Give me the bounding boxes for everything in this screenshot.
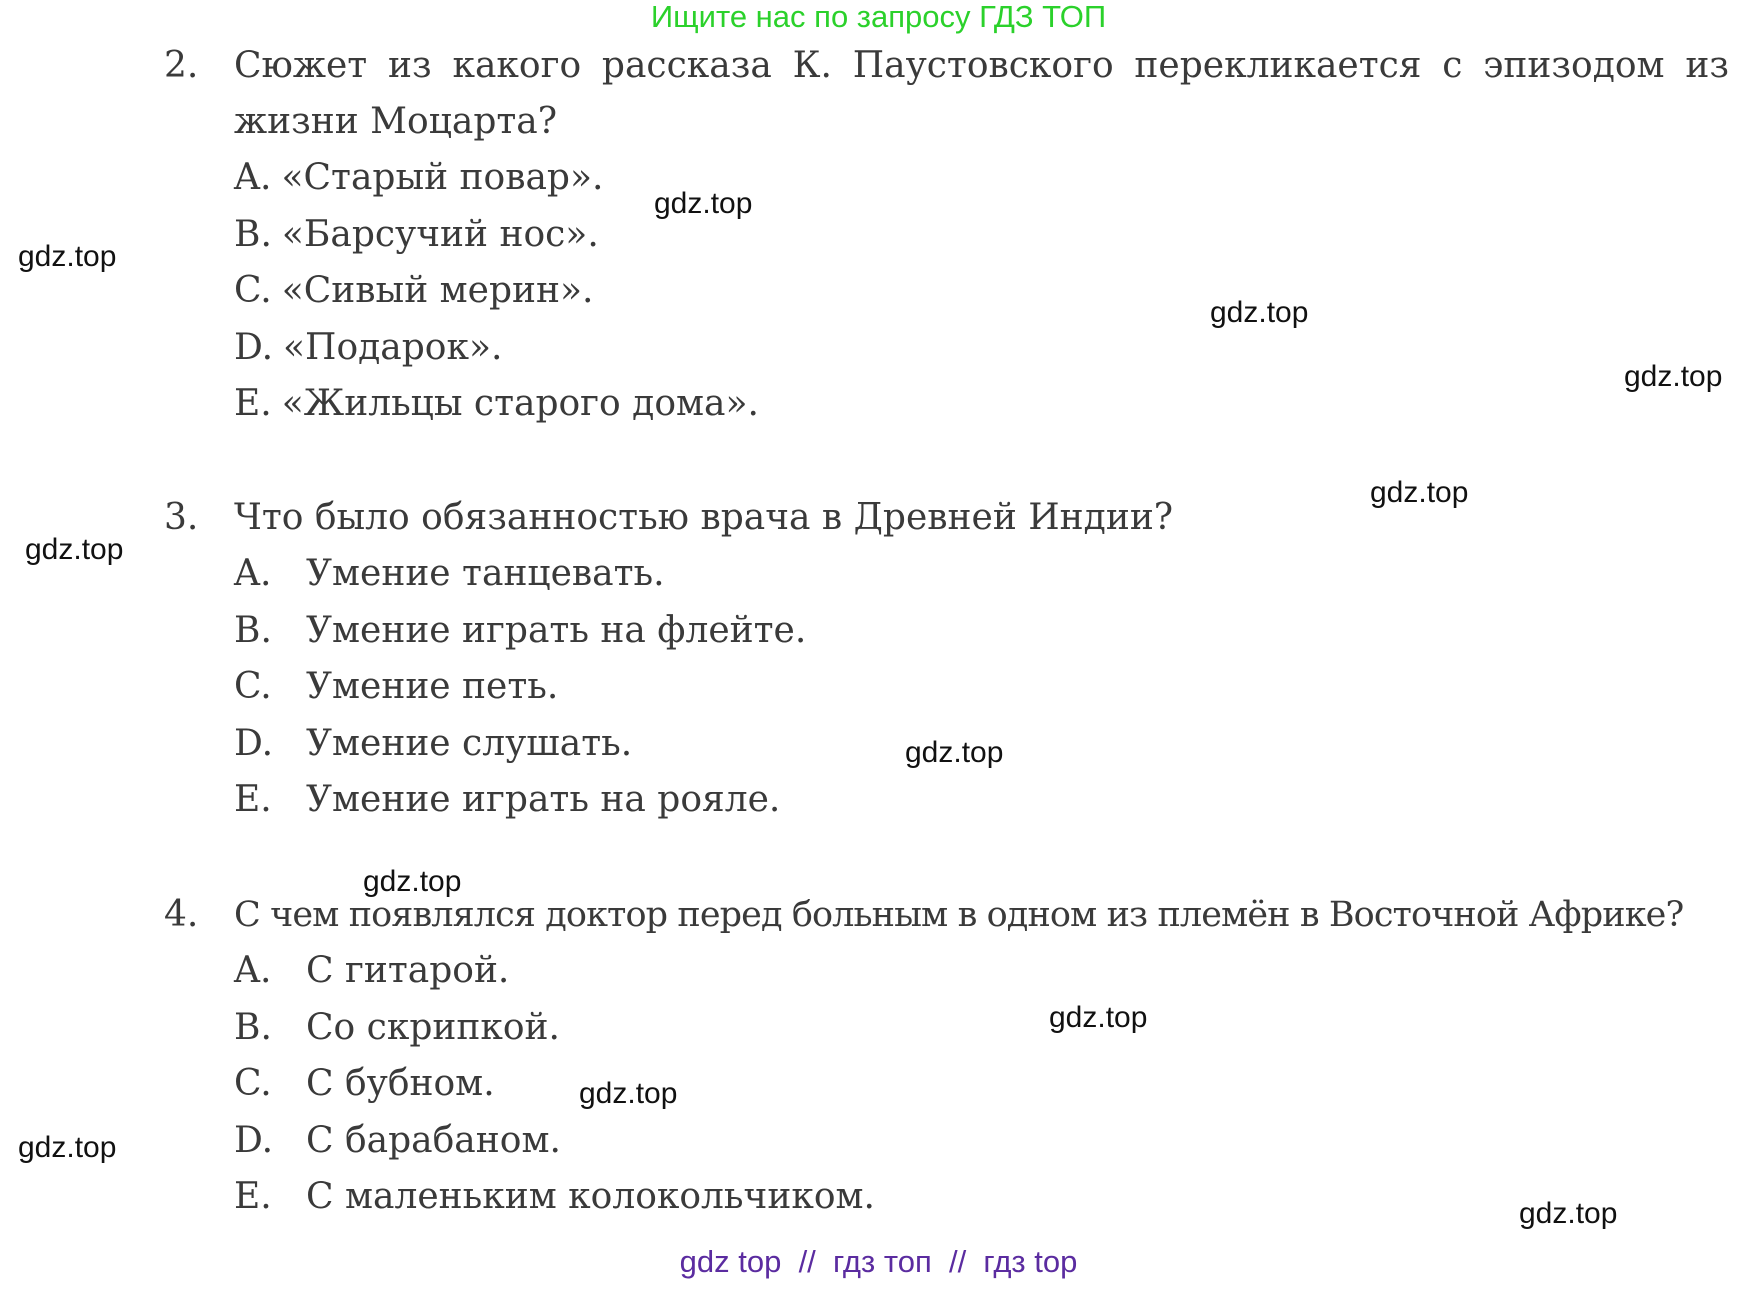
option-text: «Жильцы старого дома». bbox=[281, 383, 759, 424]
footer-links[interactable]: gdz top // гдз топ // гдз top bbox=[679, 1244, 1078, 1279]
option-letter: C. bbox=[234, 666, 272, 707]
option-letter: B. bbox=[234, 609, 272, 651]
option-text: С бубном. bbox=[306, 1063, 495, 1104]
answer-option-c bbox=[234, 263, 1729, 320]
option-letter: A. bbox=[234, 950, 272, 991]
answer-option-c bbox=[234, 659, 1729, 716]
watermark: gdz.top bbox=[1370, 476, 1469, 509]
answer-option-a bbox=[234, 943, 1729, 1000]
watermark: gdz.top bbox=[1049, 1001, 1148, 1034]
answer-option-a bbox=[234, 150, 1729, 207]
answer-option-b bbox=[234, 603, 1729, 660]
option-letter: C. bbox=[234, 1063, 272, 1104]
option-letter: A. bbox=[234, 553, 272, 594]
question-2 bbox=[164, 38, 1729, 433]
watermark: gdz.top bbox=[1210, 296, 1309, 329]
answer-option-c bbox=[234, 1056, 1729, 1113]
option-text: Умение танцевать. bbox=[306, 553, 665, 594]
option-letter: B. bbox=[234, 213, 272, 255]
watermark: gdz.top bbox=[25, 533, 124, 566]
promo-banner[interactable]: Ищите нас по запросу ГДЗ ТОП bbox=[650, 0, 1107, 34]
option-letter: E. bbox=[234, 779, 272, 820]
question-text: Что было обязанностью врача в Древней Индии? bbox=[234, 497, 1174, 538]
question-3 bbox=[164, 490, 1729, 829]
answer-options bbox=[164, 943, 1729, 1226]
watermark: gdz.top bbox=[1519, 1197, 1618, 1230]
option-text: Умение играть на рояле. bbox=[306, 779, 781, 820]
question-4 bbox=[164, 887, 1729, 1226]
question-3-prompt bbox=[164, 490, 1729, 546]
answer-option-a bbox=[234, 546, 1729, 603]
option-letter: C. bbox=[234, 270, 272, 311]
answer-option-d bbox=[234, 320, 1729, 377]
option-letter: D. bbox=[234, 326, 274, 368]
watermark: gdz.top bbox=[654, 187, 753, 220]
option-letter: E. bbox=[234, 1176, 272, 1217]
watermark: gdz.top bbox=[18, 240, 117, 273]
answer-option-b bbox=[234, 1000, 1729, 1057]
watermark: gdz.top bbox=[363, 865, 462, 898]
option-text: «Подарок». bbox=[283, 326, 503, 368]
watermark: gdz.top bbox=[1624, 360, 1723, 393]
option-text: С барабаном. bbox=[306, 1119, 561, 1161]
option-letter: E. bbox=[234, 383, 272, 424]
answer-option-b bbox=[234, 207, 1729, 264]
option-letter: A. bbox=[234, 157, 272, 198]
option-text: Со скрипкой. bbox=[306, 1006, 560, 1048]
option-text: «Барсучий нос». bbox=[281, 213, 599, 255]
option-text: «Старый повар». bbox=[281, 157, 604, 198]
answer-option-e bbox=[234, 376, 1729, 433]
option-text: Умение играть на флейте. bbox=[306, 609, 807, 651]
answer-options bbox=[164, 150, 1729, 433]
question-text: С чем появлялся доктор перед больным в одном из племён в Восточной Африке? bbox=[234, 895, 1684, 935]
option-letter: D. bbox=[234, 722, 274, 764]
question-number: 4. bbox=[164, 894, 199, 935]
watermark: gdz.top bbox=[579, 1077, 678, 1110]
question-text: Сюжет из какого рассказа К. Паустовского перекликается с эпизодом из жизни Моцарта? bbox=[234, 45, 1729, 142]
answer-option-e bbox=[234, 772, 1729, 829]
option-text: «Сивый мерин». bbox=[281, 270, 594, 311]
question-number: 3. bbox=[164, 497, 199, 538]
option-letter: D. bbox=[234, 1119, 274, 1161]
answer-options bbox=[164, 546, 1729, 829]
answer-option-e bbox=[234, 1169, 1729, 1226]
option-text: С маленьким колокольчиком. bbox=[306, 1176, 875, 1217]
option-text: Умение петь. bbox=[306, 666, 559, 707]
watermark: gdz.top bbox=[18, 1131, 117, 1164]
watermark: gdz.top bbox=[905, 736, 1004, 769]
option-text: С гитарой. bbox=[306, 950, 510, 991]
answer-option-d bbox=[234, 1113, 1729, 1170]
question-number: 2. bbox=[164, 45, 199, 86]
option-text: Умение слушать. bbox=[306, 722, 633, 764]
question-2-prompt bbox=[164, 38, 1729, 150]
option-letter: B. bbox=[234, 1006, 272, 1048]
